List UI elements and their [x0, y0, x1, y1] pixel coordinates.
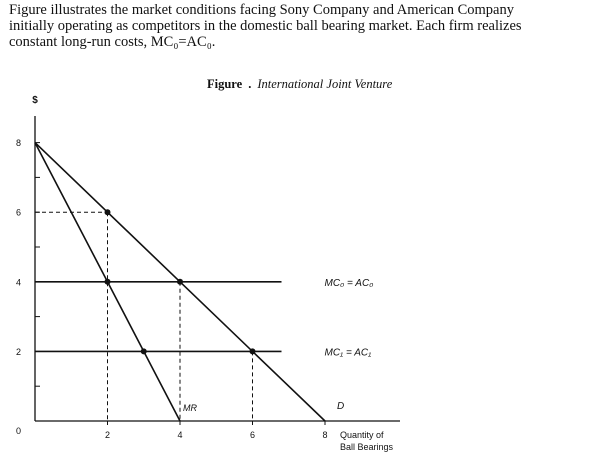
mc1-label: MC₁ = AC₁: [324, 347, 372, 359]
x-tick-label-4: 8: [322, 430, 328, 440]
intersection-point-1: [105, 209, 111, 215]
origin-label: 0: [15, 426, 21, 436]
figure-separator: .: [248, 77, 252, 91]
x-tick-label-2: 4: [177, 430, 183, 440]
figure-label: Figure: [207, 77, 243, 91]
x-axis-label-line-2: Ball Bearings: [340, 442, 394, 452]
intersection-point-4: [141, 348, 147, 354]
y-axis-label: $: [32, 95, 38, 106]
intro-line-2: initially operating as competitors in the domestic ball bearing market. Each firm realizes: [9, 18, 522, 34]
intersection-point-5: [250, 348, 256, 354]
intro-line-1: Figure illustrates the market conditions facing Sony Company and American Company: [9, 2, 514, 18]
mc0-label: MC₀ = AC₀: [324, 277, 374, 289]
x-tick-label-3: 6: [249, 430, 256, 440]
x-tick-label-1: 2: [104, 430, 111, 440]
mr-label: MR: [183, 403, 197, 413]
intro-line-3: constant long-run costs, MC₀=AC₀.: [9, 34, 216, 50]
y-tick-label-4: 8: [15, 138, 21, 149]
y-tick-label-3: 6: [15, 207, 21, 218]
x-axis-label-line-1: Quantity of: [340, 430, 384, 440]
figure-subtitle: International Joint Venture: [257, 77, 393, 91]
intersection-point-2: [105, 279, 111, 285]
y-tick-label-2: 4: [15, 277, 21, 288]
intersection-point-3: [177, 279, 183, 285]
demand-label: D: [337, 401, 345, 412]
y-tick-label-1: 2: [15, 346, 21, 357]
